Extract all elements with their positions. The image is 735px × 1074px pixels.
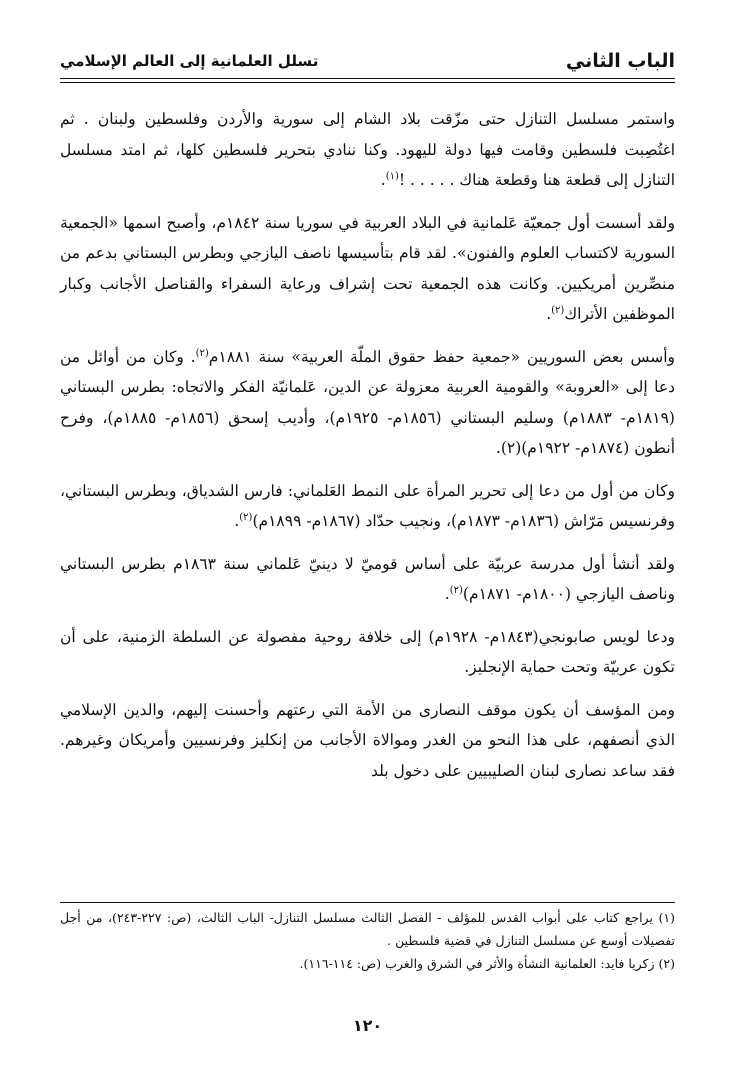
chapter-title: الباب الثاني — [565, 50, 675, 72]
paragraph: ولقد أسست أول جمعيّة عَلمانية في البلاد العربية في سوريا سنة ١٨٤٢م، وأصبح اسمها «الجمعية السورية لاكتساب العلوم والفنون». لقد قام بتأسيسها ناصف اليازجي وبطرس البستاني بدعم من منصِّرين أمريكيين. وكانت هذه الجمعية تحت إشراف ورعاية السفراء والقناصل الأجانب وكبار الموظفين الأتراك$^{(٢)}$. — [60, 213, 675, 323]
paragraph: وكان من أول من دعا إلى تحرير المرأة على النمط العَلماني: فارس الشدياق، وبطرس البستاني، وفرنسيس مَرّاش (١٨٣٦م- ١٨٧٣م)، ونجيب حدّاد (١٨٦٧م- ١٨٩٩م)$^{(٢)}$. — [60, 481, 675, 530]
paragraph: ولقد أنشأ أول مدرسة عربيّة على أساس قوميّ لا دينيّ عَلماني سنة ١٨٦٣م بطرس البستاني وناصف اليازجي (١٨٠٠م- ١٨٧١م)$^{(٢)}$. — [60, 554, 676, 603]
footnote-ref: (٢) — [239, 511, 253, 523]
footnote: (١) يراجع كتاب على أبواب القدس للمؤلف - الفصل الثالث مسلسل التنازل- الباب الثالث، (ص: ٢٢٧-٢٤٣)، من أجل تفصيلات أوسع عن مسلسل التنازل في قضية فلسطين . — [60, 910, 675, 948]
page-header — [60, 46, 675, 86]
body-text — [60, 104, 675, 798]
footnote-divider — [60, 902, 675, 903]
running-title: تسلل العلمانية إلى العالم الإسلامي — [60, 52, 319, 70]
footnote-ref: (١) — [385, 170, 399, 182]
header-rule — [60, 78, 675, 79]
page-number: ١٢٠ — [352, 1016, 383, 1035]
footnote-ref: (٢) — [551, 304, 565, 316]
paragraph: وأسس بعض السوريين «جمعية حفظ حقوق الملّة العربية» سنة ١٨٨١م$^{(٢)}$. وكان من أوائل من دعا إلى «العروبة» والقومية العربية معزولة عن الدين، عَلمانيّة الفكر والاتجاه: بطرس البستاني (١٨١٩م- ١٨٨٣م) وسليم البستاني (١٨٥٦م- ١٩٢٥م)، وأديب إسحق (١٨٥٦م- ١٨٨٥م)، وفرح أنطون (١٨٧٤م- ١٩٢٢م)(٢). — [60, 347, 675, 457]
paragraph: واستمر مسلسل التنازل حتى مزّقت بلاد الشام إلى سورية والأردن وفلسطين ولبنان . ثم اغتُصِبت فلسطين وقامت فيها دولة لليهود. وكنا ننادي بتحرير فلسطين كلها، ثم امتد مسلسل التنازل إلى قطعة هنا وقطعة هناك . . . . . !$^{(١)}$. — [60, 110, 675, 189]
paragraph: ودعا لويس صابونجي(١٨٤٣م- ١٩٢٨م) إلى خلافة روحية مفصولة عن السلطة الزمنية، على أن تكون عربيّة وتحت حماية الإنجليز. — [60, 627, 675, 676]
footnote-ref: (٢) — [449, 584, 463, 596]
footnote-ref: (٢) — [195, 347, 209, 359]
paragraph: ومن المؤسف أن يكون موقف النصارى من الأمة التي رعتهم وأحسنت إليهم، والدين الإسلامي الذي أنصفهم، على هذا النحو من الغدر وموالاة الأجانب من إنكليز وفرنسيين وأمريكان وغيرهم. فقد ساعد نصارى لبنان الصليبيين على دخول بلد — [60, 700, 675, 780]
header-rule-thin — [60, 82, 675, 83]
footnote: (٢) زكريا فايد: العلمانية النشأة والأثر في الشرق والغرب (ص: ١١٤-١١٦). — [299, 956, 675, 971]
footnotes — [60, 906, 675, 975]
